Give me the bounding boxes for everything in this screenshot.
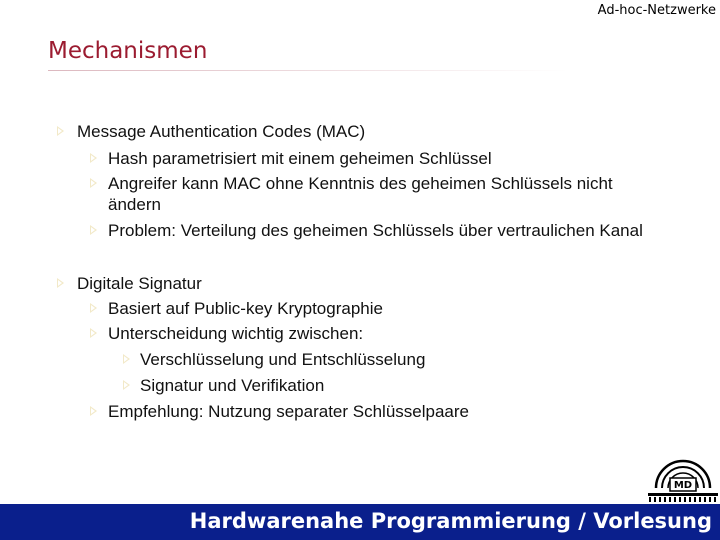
bullet-marker-icon (90, 153, 97, 163)
slide-title: Mechanismen (48, 38, 208, 64)
bullet-marker-icon (90, 225, 97, 235)
sub-bullet-mac-1: Hash parametrisiert mit einem geheimen Schlüssel (108, 149, 492, 168)
title-rule (48, 70, 568, 71)
sub-sub-bullet-sig-1: Verschlüsselung und Entschlüsselung (140, 350, 426, 369)
footer-bar (0, 504, 720, 540)
sub-bullet-sig-3: Empfehlung: Nutzung separater Schlüsselpaare (108, 402, 469, 421)
bullet-marker-icon (90, 178, 97, 188)
bullet-marker-icon (57, 278, 64, 288)
sub-bullet-sig-1: Basiert auf Public-key Kryptographie (108, 299, 383, 318)
sub-bullet-mac-2-cont: ändern (108, 195, 161, 214)
bullet-marker-icon (90, 406, 97, 416)
bullet-marker-icon (90, 328, 97, 338)
sub-bullet-sig-2: Unterscheidung wichtig zwischen: (108, 324, 364, 343)
university-logo-icon (646, 454, 720, 504)
sub-bullet-mac-2: Angreifer kann MAC ohne Kenntnis des geheimen Schlüssels nicht (108, 174, 613, 193)
footer-course-title: Hardwarenahe Programmierung / Vorlesung (189, 509, 712, 533)
bullet-mac: Message Authentication Codes (MAC) (77, 122, 366, 141)
header-topic: Ad-hoc-Netzwerke (597, 3, 716, 18)
sub-bullet-mac-3: Problem: Verteilung des geheimen Schlüssels über vertraulichen Kanal (108, 221, 643, 240)
bullet-marker-icon (123, 354, 130, 364)
bullet-marker-icon (123, 380, 130, 390)
bullet-marker-icon (90, 303, 97, 313)
logo-text: MD (673, 480, 693, 491)
sub-sub-bullet-sig-2: Signatur und Verifikation (140, 376, 325, 395)
bullet-signature: Digitale Signatur (77, 274, 202, 293)
bullet-marker-icon (57, 126, 64, 136)
